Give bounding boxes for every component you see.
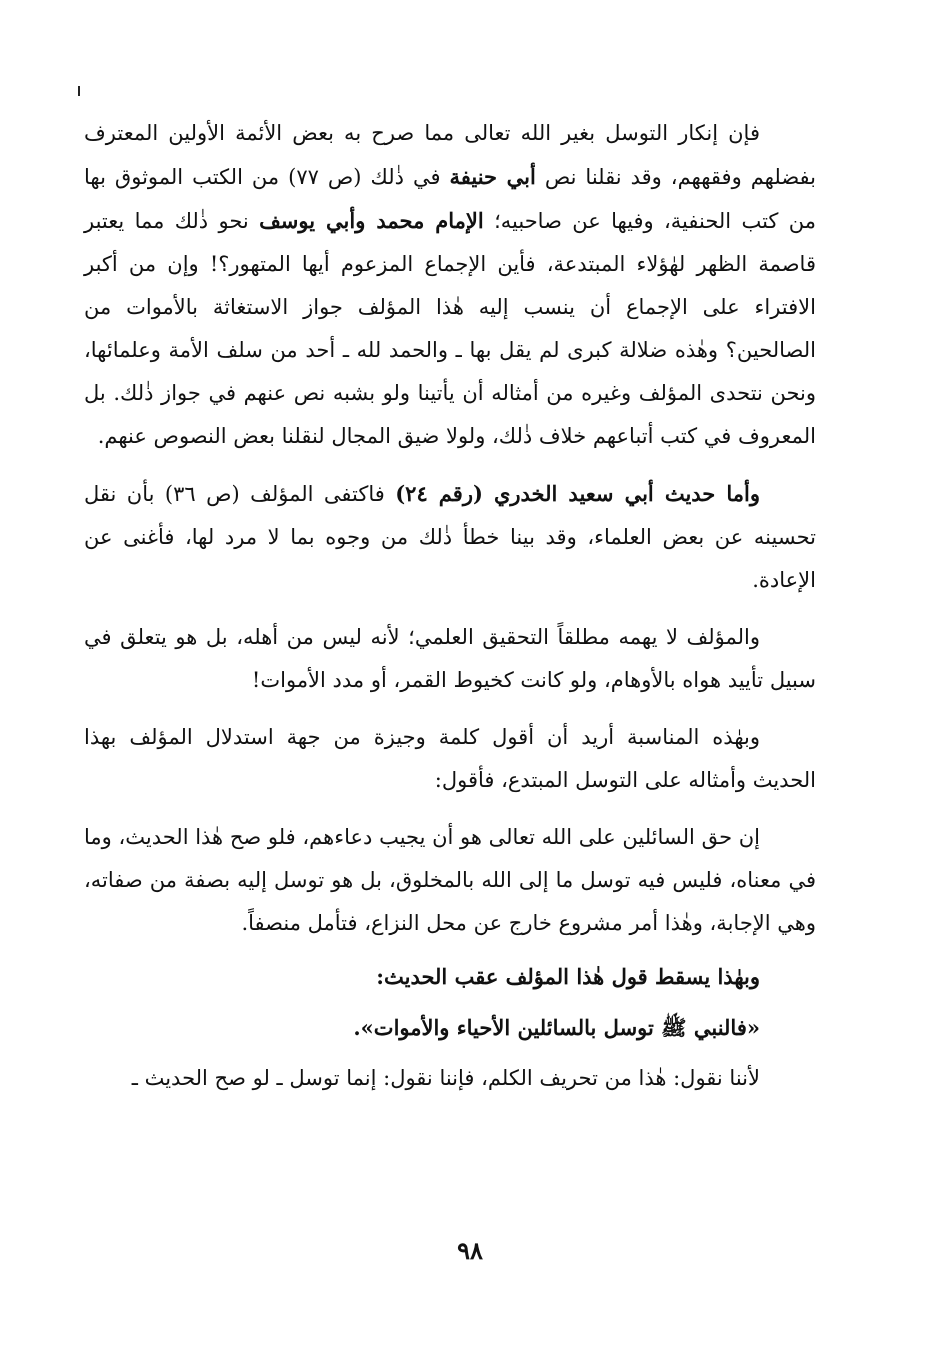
margin-mark bbox=[78, 86, 80, 96]
paragraph-1-part-3: في ذٰلك (ص ٧٧) من الكتب الموثوق بها من كتب الحنفية، وفيها عن صاحبيه؛ bbox=[84, 165, 816, 233]
page-number: ٩٨ bbox=[457, 1236, 483, 1265]
paragraph-5: إن حق السائلين على الله تعالى هو أن يجيب دعاءهم، فلو صح هٰذا الحديث، وما في معناه، فليس فيه توسل ما إلى الله بالمخلوق، بل هو توسل إليه بصفة من صفاته، وهي الإجابة، وهٰذا أمر مشروع خارج عن محل النزاع، فتأمل منصفاً. bbox=[84, 825, 816, 935]
page-body bbox=[84, 112, 816, 1100]
paragraph-4: وبهٰذه المناسبة أريد أن أقول كلمة وجيزة من جهة استدلال المؤلف بهذا الحديث وأمثاله على التوسل المبتدع، فأقول: bbox=[84, 725, 816, 792]
bold-hadith-reference: وأما حديث أبي سعيد الخدري (رقم ٢٤) bbox=[395, 481, 760, 506]
bold-statement-1: وبهٰذا يسقط قول هٰذا المؤلف عقب الحديث: bbox=[376, 964, 760, 989]
paragraph-2-part-2: فاكتفى المؤلف (ص ٣٦) بأن نقل تحسينه عن بعض العلماء، وقد بينا خطأ ذٰلك من وجوه بما لا مرد لها، فأغنى عن الإعادة. bbox=[84, 482, 816, 592]
bold-name-muhammad-abu-yusuf: الإمام محمد وأبي يوسف bbox=[259, 208, 484, 233]
paragraph-3: والمؤلف لا يهمه مطلقاً التحقيق العلمي؛ لأنه ليس من أهله، بل هو يتعلق في سبيل تأييد هواه بالأوهام، ولو كانت كخيوط القمر، أو مدد الأموات! bbox=[84, 625, 816, 692]
paragraph-2 bbox=[84, 472, 816, 602]
paragraph-1-part-5: نحو ذٰلك مما يعتبر قاصمة الظهر لهٰؤلاء المبتدعة، فأين الإجماع المزعوم أيها المتهور؟! وإن من أكبر الافتراء على الإجماع أن ينسب إليه هٰذا المؤلف جواز الاستغاثة بالأموات من الصالحين؟ وهٰذه ضلالة كبرى لم يقل بها ـ والحمد لله ـ أحد من سلف الأمة وعلمائها، ونحن نتحدى المؤلف وغيره من أمثاله أن يأتينا ولو بشبه نص عنهم في جواز ذٰلك. بل المعروف في كتب أتباعهم خلاف ذٰلك، ولولا ضيق المجال لنقلنا بعض النصوص عنهم. bbox=[84, 209, 817, 448]
paragraph-last: لأننا نقول: هٰذا من تحريف الكلم، فإننا نقول: إنما توسل ـ لو صح الحديث ـ bbox=[131, 1066, 760, 1090]
bold-name-abu-hanifa: أبي حنيفة bbox=[449, 164, 536, 189]
paragraph-1-part-1: فإن إنكار التوسل بغير الله تعالى مما صرح به بعض الأئمة الأولين المعترف بفضلهم وفقههم، وقد نقلنا نص bbox=[84, 121, 816, 189]
paragraph-1 bbox=[84, 112, 816, 458]
bold-quote: «فالنبي ﷺ توسل بالسائلين الأحياء والأموات». bbox=[353, 1015, 760, 1040]
